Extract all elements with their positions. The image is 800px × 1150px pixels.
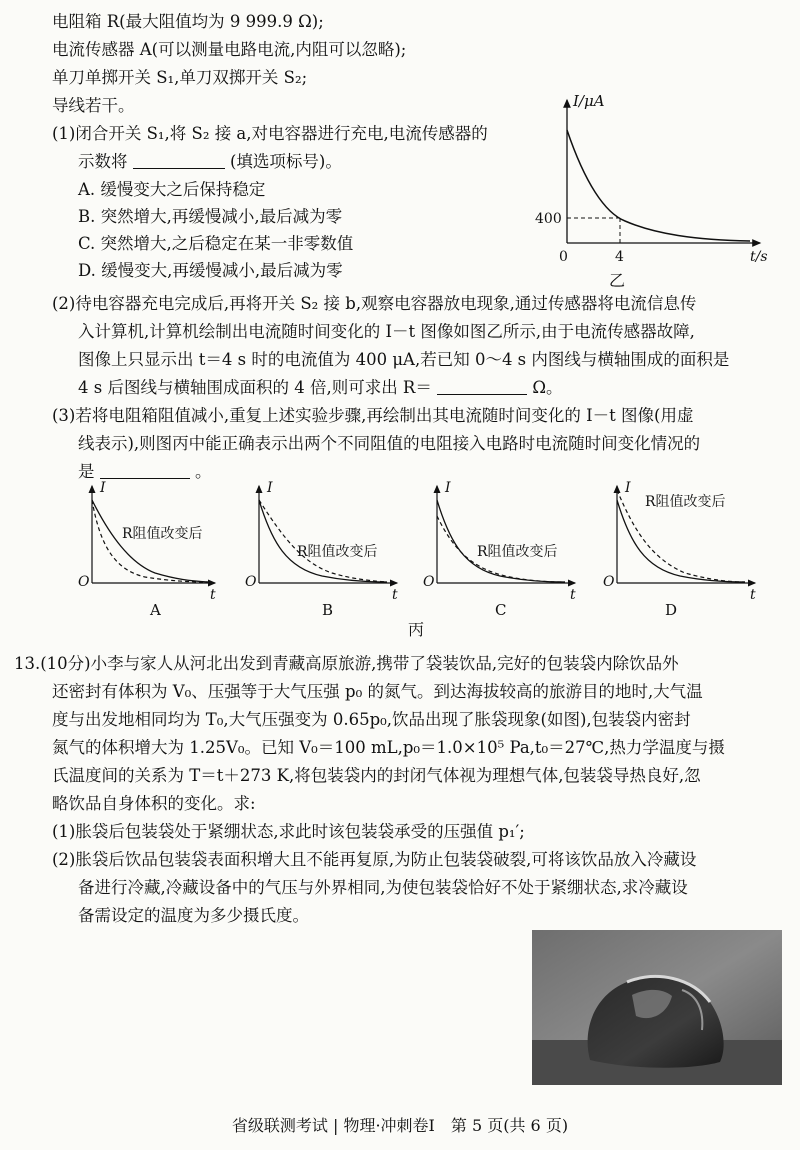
material-current-sensor: 电流传感器 A(可以测量电路电流,内阻可以忽略); [52, 40, 407, 59]
q3-line3-pre: 是 [78, 462, 95, 481]
graph-b-t-label: t [392, 587, 398, 603]
q13-sub2-line3: 备需设定的温度为多少摄氏度。 [78, 906, 309, 925]
q1-line1: (1)闭合开关 S₁,将 S₂ 接 a,对电容器进行充电,电流传感器的 [52, 124, 488, 143]
answer-blank-q2[interactable] [437, 376, 527, 395]
q3-line2: 线表示),则图丙中能正确表示出两个不同阻值的电阻接入电路时电流随时间变化情况的 [78, 434, 701, 453]
q2-line4 [78, 376, 563, 400]
graph-c-i-label: I [445, 480, 451, 496]
option-b: B. 突然增大,再缓慢减小,最后减为零 [78, 207, 343, 226]
answer-blank-q1[interactable] [133, 150, 225, 169]
graphs-bing [70, 478, 780, 638]
answer-blank-q3[interactable] [100, 460, 190, 479]
q13-line3: 度与出发地相同均为 T₀,大气压强变为 0.65p₀,饮品出现了胀袋现象(如图),包装袋内密封 [52, 710, 691, 729]
option-a: A. 缓慢变大之后保持稳定 [78, 180, 266, 199]
material-wires: 导线若干。 [52, 96, 135, 115]
option-d: D. 缓慢变大,再缓慢减小,最后减为零 [78, 261, 343, 280]
graph-a [78, 480, 216, 619]
graph-b-label: B [322, 601, 334, 619]
q2-line3: 图像上只显示出 t＝4 s 时的电流值为 400 μA,若已知 0～4 s 内图线与横轴围成的面积是 [78, 350, 730, 369]
material-resistance-box: 电阻箱 R(最大阻值均为 9 999.9 Ω); [52, 12, 324, 31]
graph-d-origin: O [603, 574, 615, 590]
q3-line3-post: 。 [195, 462, 212, 481]
graph-d-solid-curve [617, 500, 745, 582]
graph-a-t-label: t [210, 587, 216, 603]
graph-yi [535, 88, 785, 293]
graph-a-i-label: I [100, 480, 106, 496]
q13-line5: 氏温度间的关系为 T＝t＋273 K,将包装袋内的封闭气体视为理想气体,包装袋导热良好,忽 [52, 766, 701, 785]
graph-a-origin: O [78, 574, 90, 590]
graph-c [423, 480, 576, 619]
graph-c-origin: O [423, 574, 435, 590]
page-footer: 省级联测考试 | 物理·冲刺卷Ⅰ 第 5 页(共 6 页) [231, 1116, 569, 1135]
yi-y-label: I/μA [573, 92, 605, 110]
graph-b [245, 480, 398, 619]
graph-b-origin: O [245, 574, 257, 590]
graph-b-dashed-curve [259, 500, 387, 582]
yi-x-label: t/s [750, 249, 768, 265]
q3-line1: (3)若将电阻箱阻值减小,重复上述实验步骤,再绘制出其电流随时间变化的 I－t 图像(用虚 [52, 406, 694, 425]
q13-line4: 氮气的体积增大为 1.25V₀。已知 V₀＝100 mL,p₀＝1.0×10⁵ Pa,t₀＝27℃,热力学温度与摄 [52, 738, 725, 757]
graph-c-t-label: t [570, 587, 576, 603]
graph-b-annotation: R阻值改变后 [297, 544, 378, 560]
q13-line6: 略饮品自身体积的变化。求: [52, 794, 256, 813]
swollen-pouch-photo [532, 930, 782, 1085]
graph-d [603, 480, 756, 619]
yi-origin: 0 [559, 249, 568, 265]
material-switches: 单刀单掷开关 S₁,单刀双掷开关 S₂; [52, 68, 308, 87]
option-c: C. 突然增大,之后稳定在某一非零数值 [78, 234, 354, 253]
graph-c-solid-curve [437, 500, 565, 582]
q1-line2 [78, 150, 342, 174]
yi-caption: 乙 [609, 271, 626, 290]
q2-line2: 入计算机,计算机绘制出电流随时间变化的 I－t 图像如图乙所示,由于电流传感器故障, [78, 322, 695, 341]
q13-line2: 还密封有体积为 V₀、压强等于大气压强 p₀ 的氮气。到达海拔较高的旅游目的地时,大气温 [52, 682, 703, 701]
q1-line2-post: (填选项标号)。 [230, 152, 342, 171]
graph-d-i-label: I [625, 480, 631, 496]
q13-sub1: (1)胀袋后包装袋处于紧绷状态,求此时该包装袋承受的压强值 p₁′; [52, 822, 525, 841]
q2-line4-post: Ω。 [532, 378, 563, 397]
graph-d-t-label: t [750, 587, 756, 603]
graph-b-i-label: I [267, 480, 273, 496]
yi-decay-curve [567, 130, 750, 241]
graph-d-annotation: R阻值改变后 [645, 494, 726, 510]
q13-sub2-line2: 备进行冷藏,冷藏设备中的气压与外界相同,为使包装袋恰好不处于紧绷状态,求冷藏设 [78, 878, 688, 897]
q13-sub2-line1: (2)胀袋后饮品包装袋表面积增大且不能再复原,为防止包装袋破裂,可将该饮品放入冷藏设 [52, 850, 697, 869]
q2-line4-pre: 4 s 后图线与横轴围成面积的 4 倍,则可求出 R＝ [78, 378, 432, 397]
q2-line1: (2)待电容器充电完成后,再将开关 S₂ 接 b,观察电容器放电现象,通过传感器将电流信息传 [52, 294, 697, 313]
graph-b-solid-curve [259, 500, 387, 582]
yi-y-tick: 400 [535, 211, 562, 227]
graph-a-annotation: R阻值改变后 [122, 526, 203, 542]
q13-line1: 13.(10分)小李与家人从河北出发到青藏高原旅游,携带了袋装饮品,完好的包装袋内除饮品外 [14, 654, 679, 673]
graph-a-label: A [150, 601, 161, 619]
yi-x-tick: 4 [615, 249, 624, 265]
bing-caption: 丙 [408, 620, 425, 639]
graph-d-label: D [665, 601, 678, 619]
q1-line2-pre: 示数将 [78, 152, 128, 171]
graph-c-annotation: R阻值改变后 [477, 544, 558, 560]
graph-c-label: C [495, 601, 507, 619]
